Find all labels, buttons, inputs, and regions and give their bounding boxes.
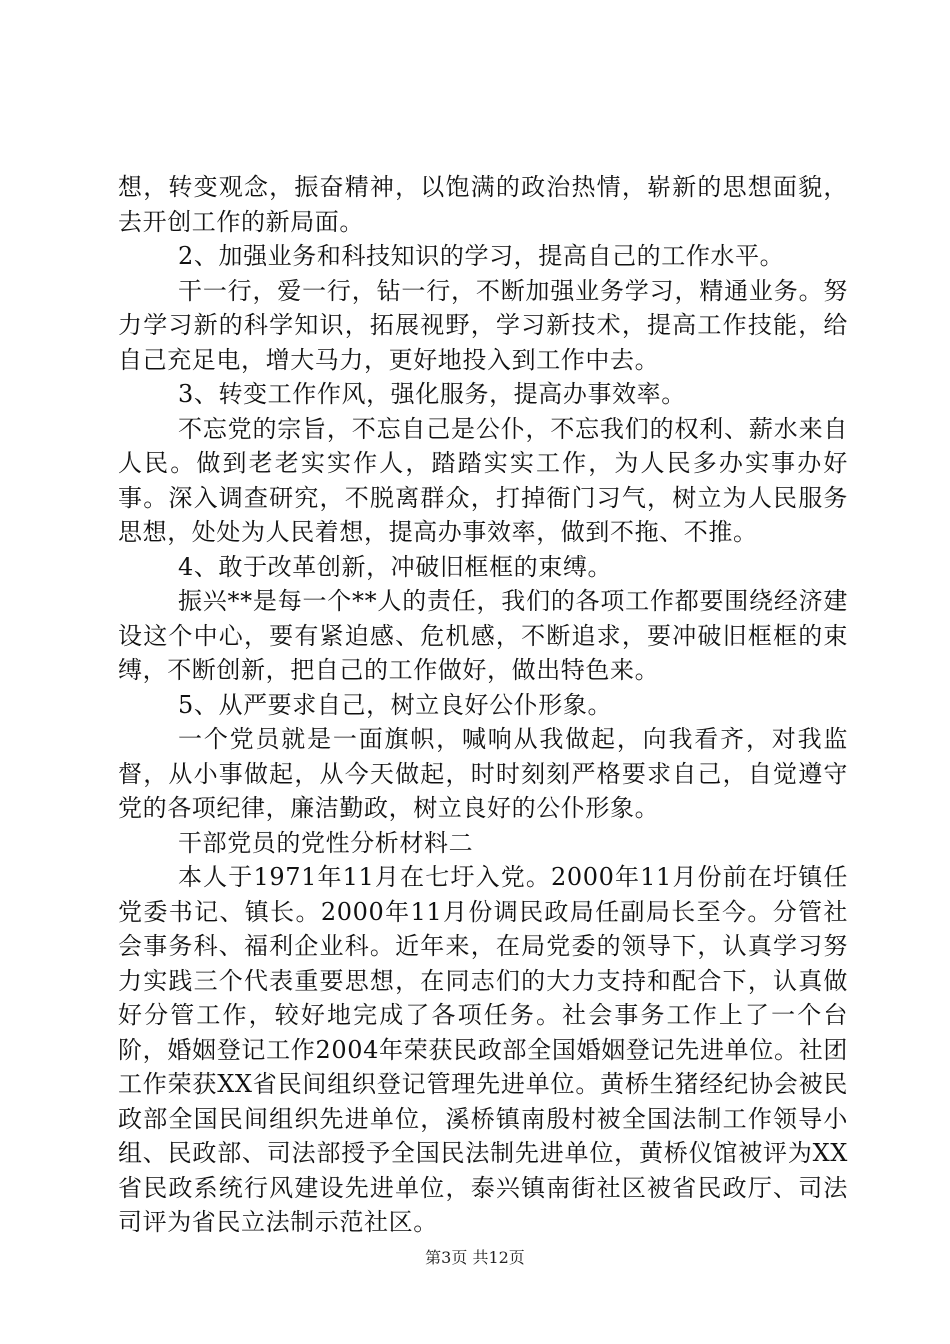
paragraph: 一个党员就是一面旗帜，喊响从我做起，向我看齐，对我监督，从小事做起，从今天做起，时时刻刻严格要求自己，自觉遵守党的各项纪律，廉洁勤政，树立良好的公仆形象。	[118, 725, 848, 822]
paragraph: 干一行，爱一行，钻一行，不断加强业务学习，精通业务。努力学习新的科学知识，拓展视野，学习新技术，提高工作技能，给自己充足电，增大马力，更好地投入到工作中去。	[118, 276, 848, 374]
section-heading: 5、从严要求自己，树立良好公仆形象。	[178, 690, 613, 719]
paragraph: 不忘党的宗旨，不忘自己是公仆，不忘我们的权利、薪水来自人民。做到老老实实作人，踏踏实实工作，为人民多办实事办好事。深入调查研究，不脱离群众，打掉衙门习气，树立为人民服务思想，处处为人民着想，提高办事效率，做到不拖、不推。	[118, 414, 848, 546]
document-subtitle: 干部党员的党性分析材料二	[178, 828, 474, 857]
section-heading: 4、敢于改革创新，冲破旧框框的束缚。	[178, 552, 613, 581]
paragraph: 振兴**是每一个**人的责任，我们的各项工作都要围绕经济建设这个中心，要有紧迫感、危机感，不断追求，要冲破旧框框的束缚，不断创新，把自己的工作做好，做出特色来。	[118, 587, 848, 684]
paragraph: 想，转变观念，振奋精神，以饱满的政治热情，崭新的思想面貌，去开创工作的新局面。	[118, 173, 848, 236]
page-number-footer: 第3页 共12页	[425, 1248, 525, 1267]
paragraph: 本人于1971年11月在七圩入党。2000年11月份前在圩镇任党委书记、镇长。2000年11月份调民政局任副局长至今。分管社会事务科、福利企业科。近年来，在局党委的领导下，认真学习努力实践三个代表重要思想，在同志们的大力支持和配合下，认真做好分管工作，较好地完成了各项任务。社会事务工作上了一个台阶，婚姻登记工作2004年荣获民政部全国婚姻登记先进单位。社团工作荣获XX省民间组织登记管理先进单位。黄桥生猪经纪协会被民政部全国民间组织先进单位，溪桥镇南殷村被全国法制工作领导小组、民政部、司法部授予全国民法制先进单位，黄桥仪馆被评为XX省民政系统行风建设先进单位，泰兴镇南街社区被省民政厅、司法司评为省民立法制示范社区。	[118, 863, 848, 1236]
document-body	[118, 170, 848, 1240]
section-heading: 3、转变工作作风，强化服务，提高办事效率。	[178, 380, 686, 408]
section-heading: 2、加强业务和科技知识的学习，提高自己的工作水平。	[178, 242, 785, 270]
